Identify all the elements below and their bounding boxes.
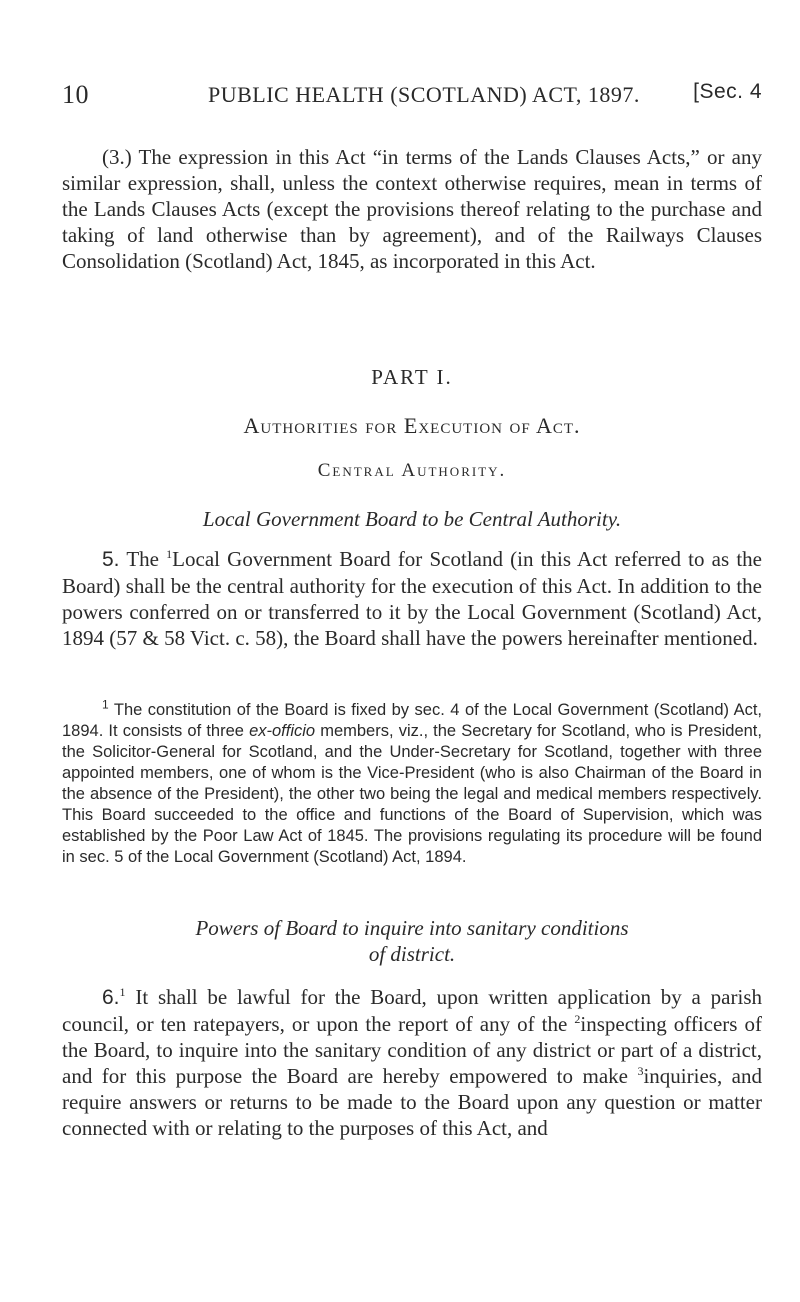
- subsection-3-text: (3.) The expression in this Act “in terms of the Lands Clauses Acts,” or any similar expression, shall, unless the context otherwise requires, mean in terms of the Lands Clauses Acts (except the provisions thereof relating to the purchase and taking of land otherwise than by agreement), and of the Railways Clauses Consolidation (Scotland) Act, 1845, as incorporated in this Act.: [62, 145, 762, 273]
- section-marker: [Sec. 4: [693, 80, 762, 103]
- footnote-ref: 3: [637, 1064, 644, 1078]
- footnote-ref: 1: [119, 985, 126, 999]
- section-5-text: [62, 546, 762, 651]
- footnote-text: [62, 697, 762, 868]
- section-5-body: Local Government Board for Scotland (in this Act referred to as the Board) shall be the central authority for the execution of this Act. In addition to the powers conferred on or transferred to it by the Local Government (Scotland) Act, 1894 (57 & 58 Vict. c. 58), the Board shall have the powers hereinafter mentioned.: [62, 547, 763, 650]
- section-5-number: 5.: [102, 548, 120, 571]
- section-6: [62, 984, 762, 1141]
- section-5-sidehead: Local Government Board to be Central Authority.: [202, 507, 622, 531]
- section-5-lead: The: [126, 547, 159, 571]
- section-6-sidehead: [62, 915, 762, 967]
- section-5: [62, 546, 762, 651]
- section-6-body-3: inquiries, and require answers or returns to be made to the Board upon any question or matter connected with or relating to the purposes of this Act, and: [62, 1064, 762, 1140]
- section-6-body-2: inspecting officers of the Board, to inquire into the sanitary condition of any district or part of a district, and for this purpose the Board are hereby empowered to make: [62, 1012, 762, 1088]
- footnote: [62, 697, 762, 868]
- footnote-text-after: members, viz., the Secretary for Scotland, who is President, the Solicitor-General for Scotland, and the Under-Secretary for Scotland, together with three appointed members, one of whom is the Vice-President (who is also Chairman of the Board in the absence of the President), the other two being the legal and medical members respectively. This Board succeeded to the office and functions of the Board of Supervision, which was established by the Poor Law Act of 1845. The provisions regulating its procedure will be found in sec. 5 of the Local Government (Scotland) Act, 1894.: [62, 722, 762, 866]
- footnote-text-before: The constitution of the Board is fixed by sec. 4 of the Local Government (Scotland) Act, 1894. It consists of three: [62, 701, 762, 740]
- footnote-ref: 1: [166, 547, 173, 561]
- part-heading: PART I.: [371, 365, 453, 389]
- running-header: [62, 80, 762, 120]
- authorities-heading: Authorities for Execution of Act.: [243, 413, 581, 438]
- subsection-3: [62, 144, 762, 274]
- central-authority-heading: Central Authority.: [317, 460, 507, 481]
- running-title: PUBLIC HEALTH (SCOTLAND) ACT, 1897.: [208, 82, 640, 107]
- section-6-sidehead-line1: Powers of Board to inquire into sanitary conditions: [195, 916, 629, 940]
- footnote-ref: 2: [574, 1012, 581, 1026]
- footnote-marker: 1: [102, 697, 109, 712]
- section-6-number: 6.: [102, 986, 120, 1009]
- section-6-sidehead-line2: of district.: [368, 942, 456, 966]
- footnote-italic-term: ex-officio: [249, 722, 316, 740]
- section-6-body-1: It shall be lawful for the Board, upon written application by a parish council, or ten ratepayers, or upon the report of any of the: [62, 985, 763, 1036]
- page-number: 10: [62, 80, 89, 109]
- section-6-text: [62, 984, 762, 1141]
